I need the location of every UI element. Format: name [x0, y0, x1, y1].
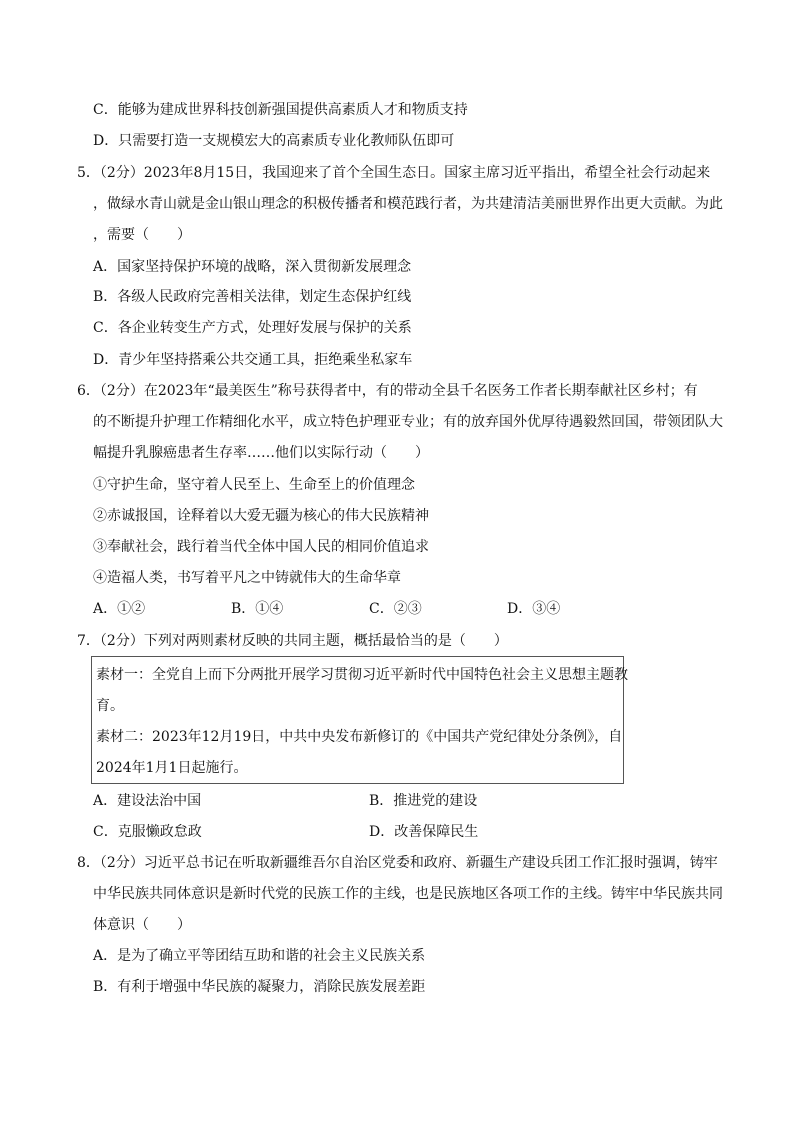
- q7-stem: 7．（2分）下列对两则素材反映的共同主题，概括最恰当的是（ ）: [77, 633, 508, 649]
- q6-stem-line-2: 的不断提升护理工作精细化水平，成立特色护理亚专业；有的放弃国外优厚待遇毅然回国，带领团队大: [93, 414, 723, 430]
- q5-option-d: D．青少年坚持搭乘公共交通工具，拒绝乘坐私家车: [93, 352, 413, 368]
- q7-material-box: [91, 656, 628, 784]
- q7-material-1-line-1: 素材一：全党自上而下分两批开展学习贯彻习近平新时代中国特色社会主义思想主题教: [96, 667, 628, 683]
- q5-stem-line-1: 5．（2分）2023年8月15日，我国迎来了首个全国生态日。国家主席习近平指出，希望全社会行动起来: [77, 165, 711, 181]
- q7-option-b: B．推进党的建设: [369, 793, 478, 809]
- q6-options-row: [93, 599, 653, 619]
- q7-option-c: C．克服懒政怠政: [93, 824, 202, 840]
- q7-options-row-1: [93, 791, 653, 811]
- q7-options-row-2: [93, 822, 653, 842]
- q7-material-1-line-2: 育。: [96, 698, 124, 714]
- q7-material-2-line-1: 素材二：2023年12月19日，中共中央发布新修订的《中国共产党纪律处分条例》，自: [96, 729, 623, 745]
- q5-stem-line-2: ，做绿水青山就是金山银山理念的积极传播者和模范践行者，为共建清洁美丽世界作出更大贡献。为此: [93, 196, 723, 212]
- q6-option-c: C．②③: [369, 601, 422, 617]
- q6-stem-line-1: 6．（2分）在2023年“最美医生”称号获得者中，有的带动全县千名医务工作者长期奉献社区乡村；有: [77, 383, 698, 399]
- q5-stem-line-3: ，需要（ ）: [93, 227, 191, 243]
- q8-option-b: B．有利于增强中华民族的凝聚力，消除民族发展差距: [93, 979, 426, 995]
- q6-option-b: B．①④: [231, 601, 284, 617]
- q6-item-3: ③奉献社会，践行着当代全体中国人民的相同价值追求: [93, 539, 429, 555]
- q8-stem-line-3: 体意识（ ）: [93, 917, 191, 933]
- q6-stem-line-3: 幅提升乳腺癌患者生存率……他们以实际行动（ ）: [93, 445, 429, 461]
- q6-item-1: ①守护生命，坚守着人民至上、生命至上的价值理念: [93, 477, 415, 493]
- q5-option-b: B．各级人民政府完善相关法律，划定生态保护红线: [93, 289, 412, 305]
- q6-item-4: ④造福人类，书写着平凡之中铸就伟大的生命华章: [93, 570, 401, 586]
- q8-option-a: A．是为了确立平等团结互助和谐的社会主义民族关系: [93, 948, 426, 964]
- q5-option-a: A．国家坚持保护环境的战略，深入贯彻新发展理念: [93, 259, 412, 275]
- q6-option-d: D．③④: [507, 601, 561, 617]
- q7-option-d: D．改善保障民生: [369, 824, 479, 840]
- q7-material-2-line-2: 2024年1月1日起施行。: [96, 760, 248, 776]
- q5-option-c: C．各企业转变生产方式，处理好发展与保护的关系: [93, 320, 412, 336]
- q6-option-a: A．①②: [93, 601, 146, 617]
- q7-option-a: A．建设法治中国: [93, 793, 202, 809]
- q8-stem-line-2: 中华民族共同体意识是新时代党的民族工作的主线，也是民族地区各项工作的主线。铸牢中华民族共同: [93, 886, 723, 902]
- q8-stem-line-1: 8．（2分）习近平总书记在听取新疆维吾尔自治区党委和政府、新疆生产建设兵团工作汇报时强调，铸牢: [77, 855, 718, 871]
- q4-option-c: C．能够为建成世界科技创新强国提供高素质人才和物质支持: [93, 102, 468, 118]
- q6-item-2: ②赤诚报国，诠释着以大爱无疆为核心的伟大民族精神: [93, 508, 429, 524]
- q4-option-d: D．只需要打造一支规模宏大的高素质专业化教师队伍即可: [93, 133, 455, 149]
